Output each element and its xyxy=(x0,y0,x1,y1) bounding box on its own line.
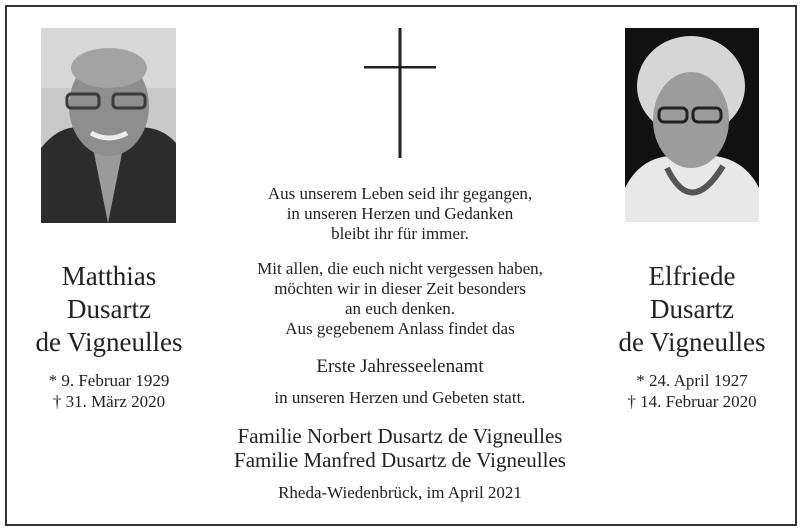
text-line: möchten wir in dieser Zeit besonders xyxy=(274,279,526,298)
verse-line: Aus unserem Leben seid ihr gegangen, xyxy=(267,184,533,203)
name-line: Matthias xyxy=(61,261,157,291)
announcement-text xyxy=(200,259,600,339)
name-line: Elfriede xyxy=(648,261,736,291)
place-date: Rheda-Wiedenbrück, im April 2021 xyxy=(278,483,522,502)
portrait-matthias xyxy=(41,28,176,223)
name-line: Dusartz xyxy=(650,294,734,324)
family-signatures xyxy=(200,424,600,472)
name-line: de Vigneulles xyxy=(618,327,766,357)
event-title: Erste Jahresseelenamt xyxy=(316,356,484,377)
text-line: Aus gegebenem Anlass findet das xyxy=(285,319,515,338)
verse-line: in unseren Herzen und Gedanken xyxy=(286,204,514,223)
name-line: de Vigneulles xyxy=(35,327,183,357)
cross-icon xyxy=(364,28,436,158)
name-elfriede xyxy=(603,260,781,359)
text-line: an euch denken. xyxy=(345,299,455,318)
family-line: Familie Manfred Dusartz de Vigneulles xyxy=(234,448,566,472)
birth-date: * 9. Februar 1929 xyxy=(48,371,170,390)
text-line: Mit allen, die euch nicht vergessen haben, xyxy=(257,259,543,278)
verse-line: bleibt ihr für immer. xyxy=(331,224,469,243)
death-date: † 31. März 2020 xyxy=(52,392,166,411)
birth-date: * 24. April 1927 xyxy=(636,371,748,390)
name-line: Dusartz xyxy=(67,294,151,324)
event-statement: in unseren Herzen und Gebeten statt. xyxy=(274,388,526,407)
dates-matthias xyxy=(20,370,198,412)
memorial-verse xyxy=(200,184,600,244)
dates-elfriede xyxy=(603,370,781,412)
family-line: Familie Norbert Dusartz de Vigneulles xyxy=(237,424,563,448)
death-date: † 14. Februar 2020 xyxy=(627,392,757,411)
portrait-elfriede xyxy=(625,28,759,222)
name-matthias xyxy=(20,260,198,359)
